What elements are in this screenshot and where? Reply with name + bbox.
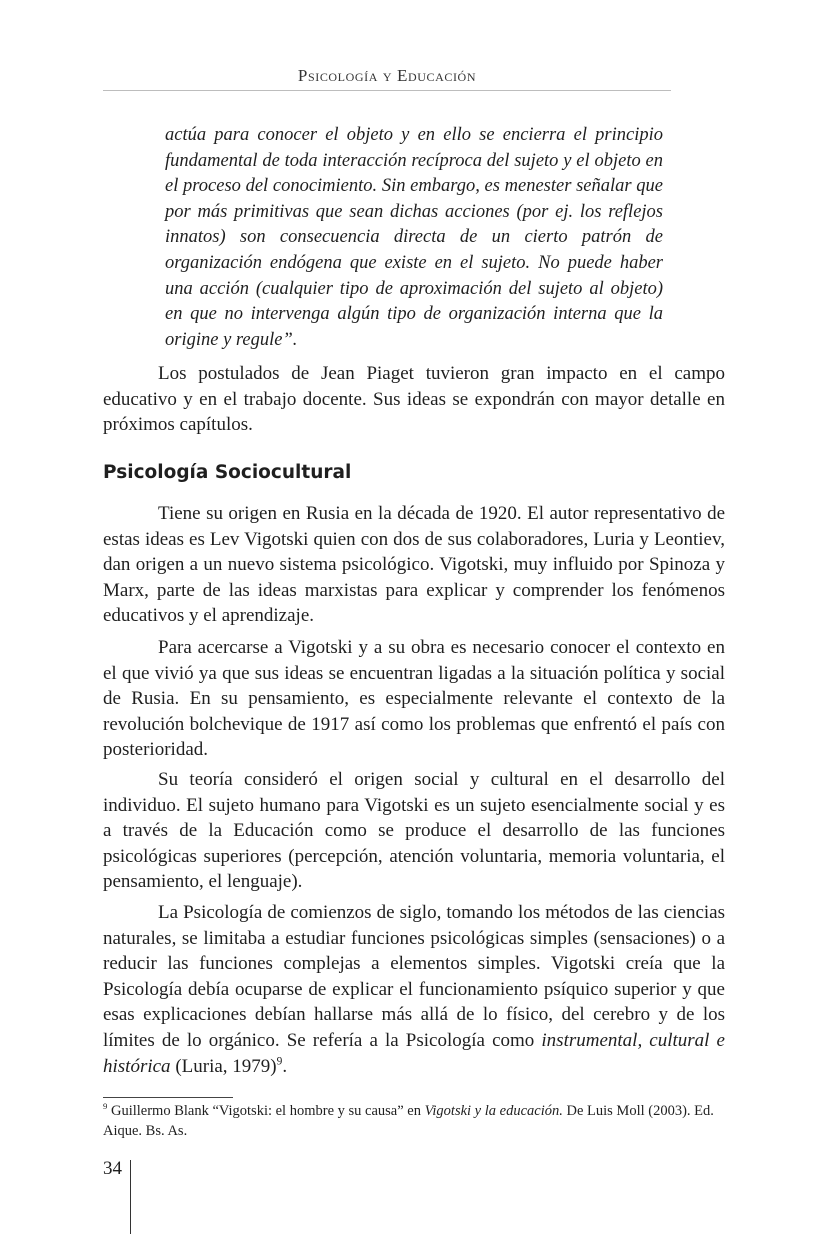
footnote-book-title: Vigotski y la educación. [424, 1103, 563, 1119]
italic-phrase: instrumental, cultural e histórica [103, 1029, 725, 1077]
paragraph-origin [103, 501, 725, 629]
footnote-publisher: De Luis Moll (2003). Ed. Aique. Bs. As. [103, 1103, 714, 1139]
footnote-text: Guillermo Blank “Vigotski: el hombre y su causa” en [107, 1103, 425, 1119]
paragraph-piaget-impact [103, 361, 725, 438]
paragraph-end: . [282, 1055, 288, 1077]
paragraph-theory [103, 767, 725, 895]
paragraph-text: Su teoría consideró el origen social y cultural en el desarrollo del individuo. El sujeto humano para Vigotski es un sujeto esencialmente social y es a través de la Educación como se produce el desarrollo de las funciones psicológicas superiores (percepción, atención voluntaria, memoria voluntaria, el pensamiento, el lenguaje). [103, 769, 725, 893]
running-header: Psicología y Educación [297, 66, 477, 85]
paragraph-context [103, 635, 725, 763]
footnote-number: 9 [103, 1101, 108, 1112]
paragraph-text: Para acercarse a Vigotski y a su obra es necesario conocer el contexto en el que vivió ya que sus ideas se encuentran ligadas a la situación política y social de Rusia. En su pensamiento, es especialmente relevante el contexto de la revolución bolchevique de 1917 así como los problemas que enfrentó el país con posterioridad. [103, 637, 725, 761]
footnote [103, 1101, 725, 1141]
block-quote: actúa para conocer el objeto y en ello se encierra el principio fundamental de toda interacción recíproca del sujeto y el objeto en el proceso del conocimiento. Sin embargo, es menester señalar que por más primitivas que sean dichas acciones (por ej. los reflejos innatos) son consecuencia directa de un cierto patrón de organización endógena que existe en el sujeto. No puede haber una acción (cualquier tipo de aproximación del sujeto al objeto) en que no intervenga algún tipo de organización interna que la origine y regule”. [165, 125, 663, 350]
paragraph-psychology [103, 900, 725, 1079]
paragraph-text: Los postulados de Jean Piaget tuvieron gran impacto en el campo educativo y en el trabajo docente. Sus ideas se expondrán con mayor detalle en próximos capítulos. [103, 363, 725, 436]
header-divider [103, 90, 671, 91]
footnote-ref[interactable]: 9 [276, 1055, 283, 1068]
page-number: 34 [103, 1158, 122, 1179]
section-title: Psicología Sociocultural [103, 462, 352, 483]
citation: (Luria, 1979) [170, 1055, 277, 1077]
paragraph-text: La Psicología de comienzos de siglo, tomando los métodos de las ciencias naturales, se limitaba a estudiar funciones psicológicas simples (sensaciones) o a reducir las funciones complejas a elementos simples. Vigotski creía que la Psicología debía ocuparse de explicar el funcionamiento psíquico superior y que esas explicaciones debían hallarse más allá de lo físico, del cerebro y de los límites de lo orgánico. Se refería a la Psicología como [103, 902, 725, 1051]
footnote-divider [103, 1097, 233, 1098]
page-number-rule [130, 1160, 131, 1234]
paragraph-text: Tiene su origen en Rusia en la década de 1920. El autor representativo de estas ideas es Lev Vigotski quien con dos de sus colaboradores, Luria y Leontiev, dan origen a un nuevo sistema psicológico. Vigotski, muy influido por Spinoza y Marx, parte de las ideas marxistas para explicar y comprender los fenómenos educativos y el aprendizaje. [103, 503, 725, 627]
